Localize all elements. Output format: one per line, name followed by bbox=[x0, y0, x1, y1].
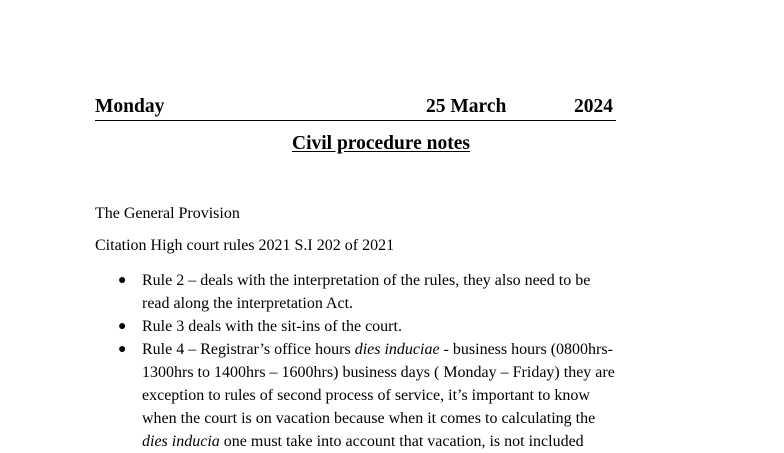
list-item-line bbox=[142, 430, 695, 453]
list-item bbox=[95, 269, 695, 315]
date-day: Monday bbox=[95, 96, 165, 117]
list-item-line: Rule 2 – deals with the interpretation of the rules, they also need to be bbox=[142, 272, 591, 289]
rules-list bbox=[95, 269, 695, 453]
section-heading: The General Provision bbox=[95, 205, 240, 222]
date-day-month: 25 March bbox=[426, 96, 507, 117]
list-item-line: exception to rules of second process of service, it’s important to know bbox=[142, 387, 590, 404]
list-item-line: 1300hrs to 1400hrs – 1600hrs) business days ( Monday – Friday) they are bbox=[142, 364, 615, 381]
list-item-text: - business hours (0800hrs- bbox=[439, 341, 613, 358]
list-item-text: one must take into account that vacation, is not included bbox=[219, 433, 584, 450]
list-item bbox=[95, 315, 695, 338]
list-item-italic: dies induciae bbox=[354, 341, 440, 358]
document-title-wrap bbox=[0, 132, 762, 156]
list-item-line: Rule 3 deals with the sit-ins of the court. bbox=[142, 318, 402, 335]
date-year: 2024 bbox=[574, 96, 613, 117]
document-title: Civil procedure notes bbox=[291, 133, 471, 154]
list-item-line bbox=[142, 338, 695, 361]
bullet-icon: ● bbox=[118, 319, 127, 334]
bullet-icon: ● bbox=[118, 342, 127, 357]
bullet-icon: ● bbox=[118, 273, 127, 288]
list-item-text: Rule 4 – Registrar’s office hours bbox=[142, 341, 355, 358]
list-item bbox=[95, 338, 695, 453]
date-line bbox=[95, 96, 616, 121]
list-item-line: when the court is on vacation because when it comes to calculating the bbox=[142, 410, 596, 427]
list-item-italic: dies inducia bbox=[142, 433, 220, 450]
citation-paragraph: Citation High court rules 2021 S.I 202 of 2021 bbox=[95, 237, 395, 254]
list-item-line: read along the interpretation Act. bbox=[142, 295, 354, 312]
